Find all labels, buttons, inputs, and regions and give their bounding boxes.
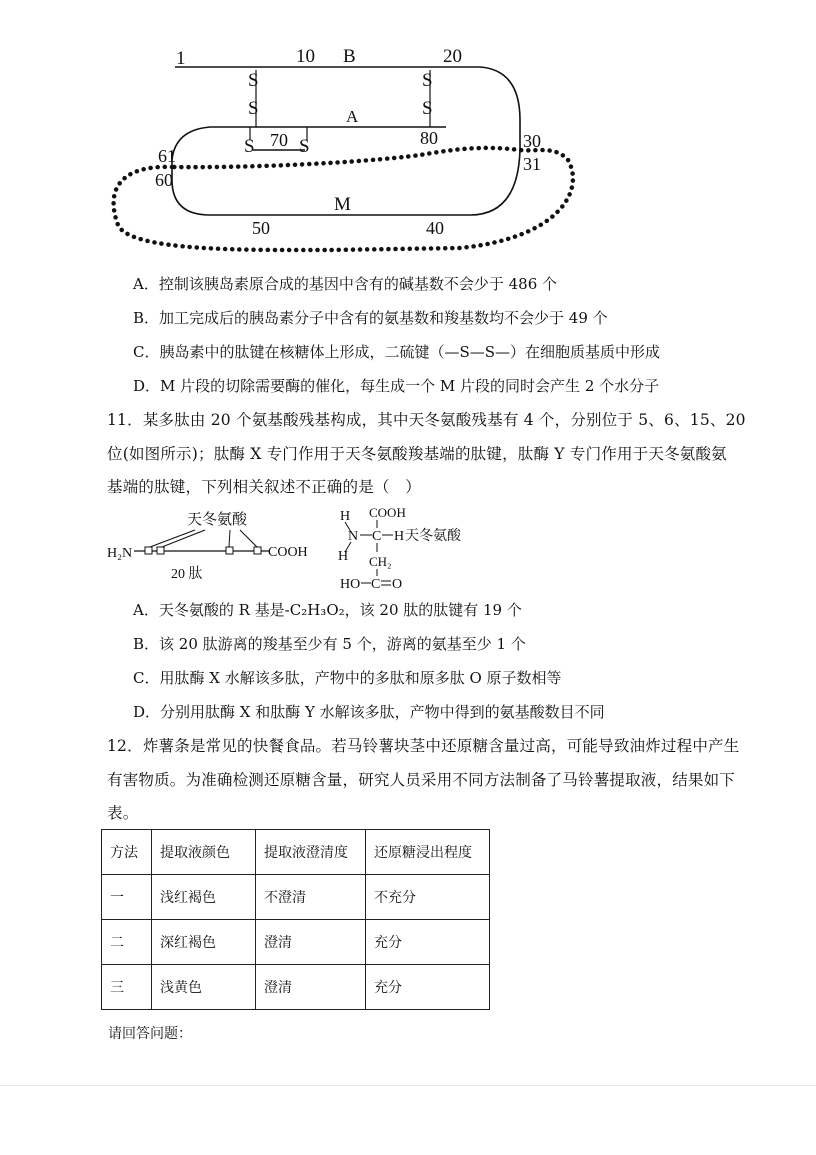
table-cell: 充分 — [366, 965, 490, 1010]
table-cell: 澄清 — [256, 965, 366, 1010]
label-a: A — [346, 107, 359, 126]
label-50: 50 — [252, 218, 270, 238]
struct-c2: C — [371, 577, 381, 592]
struct-cooh: COOH — [369, 505, 406, 520]
q11-option-b: B．该 20 肽游离的羧基至少有 5 个，游离的氨基至少 1 个 — [133, 635, 526, 653]
table-row — [102, 920, 490, 965]
struct-h-right: H — [394, 529, 405, 544]
struct-o: O — [392, 577, 403, 592]
table-header-cell: 提取液颜色 — [152, 830, 256, 875]
pointer-1 — [150, 530, 195, 547]
s-left-1: S — [248, 70, 259, 91]
table-cell: 浅黄色 — [152, 965, 256, 1010]
q10-option-d: D．M 片段的切除需要酶的催化，每生成一个 M 片段的同时会产生 2 个水分子 — [133, 377, 660, 395]
table-cell: 二 — [102, 920, 152, 965]
q12-stem-line3: 表。 — [107, 804, 139, 822]
label-1: 1 — [176, 48, 186, 69]
residue-box-1 — [145, 547, 152, 554]
s-a-right: S — [299, 136, 310, 157]
asp-label: 天冬氨酸 — [187, 512, 248, 528]
residue-box-2 — [157, 547, 164, 554]
pointer-2 — [162, 530, 205, 547]
q11-stem-line1: 11．某多肽由 20 个氨基酸残基构成，其中天冬氨酸残基有 4 个，分别位于 5、6、15、20 — [107, 411, 746, 429]
insulin-diagram — [0, 0, 816, 265]
table-header-cell: 提取液澄清度 — [256, 830, 366, 875]
label-b: B — [343, 46, 356, 67]
table-cell: 充分 — [366, 920, 490, 965]
struct-asp-label: 天冬氨酸 — [405, 529, 461, 544]
struct-n: N — [348, 529, 359, 544]
q12-prompt: 请回答问题： — [108, 1026, 192, 1042]
residue-box-4 — [254, 547, 261, 554]
s-left-2: S — [248, 98, 259, 119]
pointer-4 — [240, 530, 257, 547]
label-20: 20 — [443, 46, 462, 67]
table-cell: 一 — [102, 875, 152, 920]
s-right-1: S — [422, 70, 433, 91]
struct-ho: HO — [340, 577, 361, 592]
label-m: M — [334, 194, 351, 215]
table-header-row — [102, 830, 490, 875]
b-chain-line — [172, 67, 520, 215]
label-70: 70 — [270, 130, 288, 150]
label-30: 30 — [523, 131, 541, 151]
label-60: 60 — [155, 170, 173, 190]
q10-option-a: A．控制该胰岛素原合成的基因中含有的碱基数不会少于 486 个 — [133, 275, 558, 293]
s-a-left: S — [244, 136, 255, 157]
cooh-label: COOH — [268, 545, 308, 560]
q11-stem-line2: 位(如图所示)；肽酶 X 专门作用于天冬氨酸羧基端的肽键，肽酶 Y 专门作用于天冬氨酸氨 — [107, 445, 727, 463]
table-cell: 不澄清 — [256, 875, 366, 920]
table-header-cell: 还原糖浸出程度 — [366, 830, 490, 875]
struct-ch2: CH₂ — [369, 554, 392, 569]
q11-option-c: C．用肽酶 X 水解该多肽，产物中的多肽和原多肽 O 原子数相等 — [133, 669, 562, 687]
table-header-cell: 方法 — [102, 830, 152, 875]
q12-stem-line1: 12．炸薯条是常见的快餐食品。若马铃薯块茎中还原糖含量过高，可能导致油炸过程中产生 — [107, 737, 740, 755]
pointer-3 — [229, 530, 230, 547]
extraction-results-table — [101, 829, 490, 1010]
table-cell: 浅红褐色 — [152, 875, 256, 920]
q11-option-d: D．分别用肽酶 X 和肽酶 Y 水解该多肽，产物中得到的氨基酸数目不同 — [133, 703, 605, 721]
table-cell: 不充分 — [366, 875, 490, 920]
struct-h-top: H — [340, 509, 351, 524]
label-61: 61 — [158, 146, 176, 166]
residue-box-3 — [226, 547, 233, 554]
table-cell: 深红褐色 — [152, 920, 256, 965]
s-right-2: S — [422, 98, 433, 119]
q10-option-c: C．胰岛素中的肽键在核糖体上形成，二硫键（—S—S—）在细胞质基质中形成 — [133, 343, 661, 361]
page-bottom-divider — [0, 1085, 816, 1086]
h2n-label: H₂N — [107, 546, 133, 561]
q10-option-b: B．加工完成后的胰岛素分子中含有的氨基数和羧基数均不会少于 49 个 — [133, 309, 608, 327]
q11-option-a: A．天冬氨酸的 R 基是-C₂H₃O₂，该 20 肽的肽键有 19 个 — [133, 601, 522, 619]
table-row — [102, 965, 490, 1010]
label-40: 40 — [426, 218, 444, 238]
label-31: 31 — [523, 154, 541, 174]
label-10: 10 — [296, 46, 315, 67]
struct-c: C — [372, 529, 382, 544]
peptide-figure — [0, 500, 816, 600]
table-cell: 三 — [102, 965, 152, 1010]
q11-stem-line3: 基端的肽键，下列相关叙述不正确的是（ ） — [107, 478, 422, 496]
q12-stem-line2: 有害物质。为准确检测还原糖含量，研究人员采用不同方法制备了马铃薯提取液，结果如下 — [107, 771, 736, 789]
struct-h-bottom: H — [338, 549, 349, 564]
label-80: 80 — [420, 128, 438, 148]
table-row — [102, 875, 490, 920]
table-cell: 澄清 — [256, 920, 366, 965]
pep-label: 20 肽 — [171, 567, 203, 582]
